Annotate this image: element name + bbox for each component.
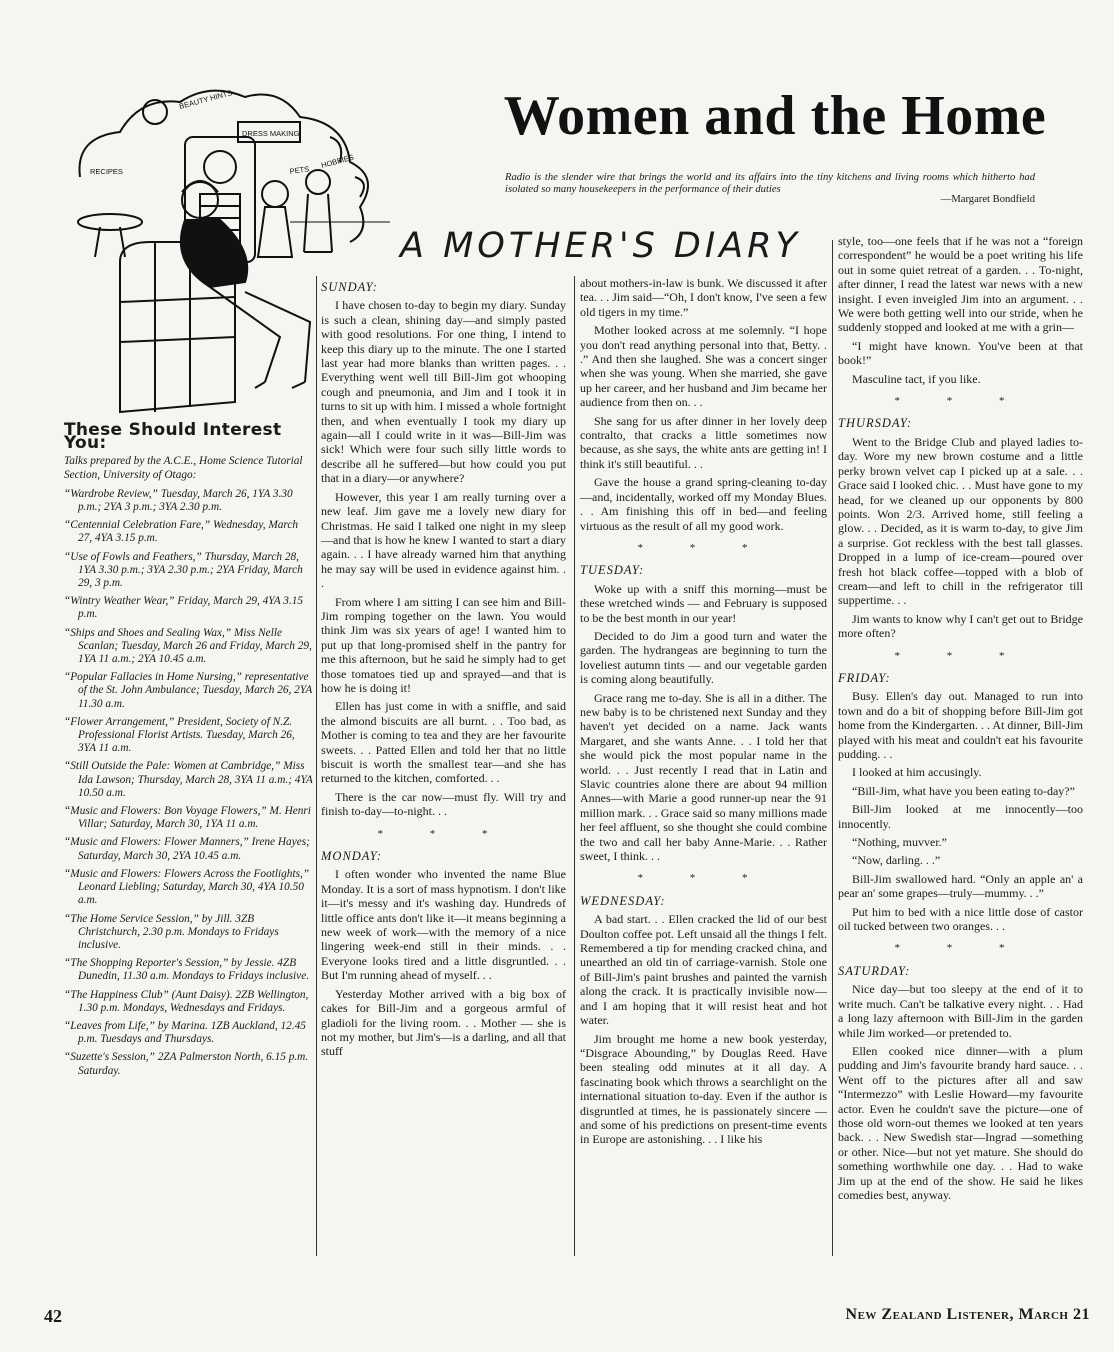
- column-rule: [832, 240, 833, 1256]
- paragraph: Jim brought me home a new book yesterday, “Disgrace Abounding,” by Douglas Reed. Have been stealing odd minutes at it all day. A fascinating book which throws a searchlight on the international situation to-day. Even if the author is disgruntled at times, he is passionately sincere — and some of his predictions on present-time events in Europe are astonishing. . . I like his: [580, 1031, 827, 1147]
- section-divider: * * *: [637, 872, 770, 885]
- illustration-label-dress: DRESS MAKING: [242, 129, 300, 138]
- page-title: Women and the Home: [503, 85, 1047, 147]
- list-item: “Ships and Shoes and Sealing Wax,” Miss Nelle Scanlan; Tuesday, March 26 and Friday, March 29, 1YA 11 a.m.; 2YA 10.45 a.m.: [64, 626, 312, 666]
- list-item: “Wardrobe Review,” Tuesday, March 26, 1YA 3.30 p.m.; 2YA 3 p.m.; 3YA 2.30 p.m.: [64, 487, 293, 514]
- paragraph: Went to the Bridge Club and played ladies to-day. Wore my new brown costume and a little perky brown velvet cap I picked up at a sale. . . Grace said I looked chic. . . Must have gone to my head, for we cleaned up our opponents by 800 points. Won 2/3. Arrived home, still feeling a glow. . . Decided, as it is warm to-day, to give Jim a surprise. Got reckless with the best tall glasses. Dropped in a lump of ice-cream—poured over fresh hot black coffee—topped with a blob of cream—and left to chill in the refrigerator till suppertime. . .: [838, 434, 1083, 608]
- paragraph: Grace rang me to-day. She is all in a dither. The new baby is to be christened next Sunday and they haven't yet decided on a name. Jack wants Margaret, and she wants Anne. . . I told her that she would pick the most popular name in the world. . . Just recently I read that in Latin and Slavic countries alone there are about 94 million Annes—with Marie a good runner-up near the 91 million mark. . . Grace said so many millions made her feel affluent, so she thought she could combine the two and call her baby Anne-Marie. . . Rather sweet, I think. . .: [580, 690, 827, 864]
- paragraph: Bill-Jim looked at me innocently—too innocently.: [838, 802, 1083, 831]
- paragraph: From where I am sitting I can see him and Bill-Jim romping together on the lawn. You would think Jim was six years of age! I wanted him to put up that long-promised shelf in the pantry for me this afternoon, but he said he simply had to get those tomatoes tied up and sprayed—and that is how he is doing it!: [321, 594, 566, 695]
- publication-footer: New Zealand Listener, March 21: [845, 1306, 1090, 1323]
- section-heading-wednesday: WEDNESDAY:: [580, 893, 666, 908]
- paragraph: Put him to bed with a nice little dose of castor oil tucked between two oranges. . .: [838, 904, 1083, 934]
- illustration-label-hobbies: HOBBIES: [320, 152, 355, 170]
- section-heading-saturday: SATURDAY:: [838, 963, 911, 978]
- paragraph: Busy. Ellen's day out. Managed to run into town and do a bit of shopping before Bill-Jim got home from the Kindergarten. . . At dinner, Bill-Jim played with his meat and couldn't eat his favourite pudding. . .: [838, 689, 1083, 761]
- paragraph: style, too—one feels that if he was not a “foreign correspondent” he would be a poet writing his life out in some quiet retreat of a garden. . . To-night, after dinner, I read the latest war news with a new insight. I even inveigled Jim into an argument. . . We were both getting well into our stride, when he suddenly stopped and looked at me with a grin—: [838, 234, 1083, 335]
- paragraph: I looked at him accusingly.: [852, 765, 982, 780]
- paragraph: There is the car now—must fly. Will try and finish to-day—to-night. . .: [321, 789, 566, 819]
- list-item: “Use of Fowls and Feathers,” Thursday, March 28, 1YA 3.30 p.m.; 3YA 2.30 p.m.; 2YA Friday, March 29, 3 p.m.: [64, 550, 303, 590]
- paragraph: “Bill-Jim, what have you been eating to-day?”: [852, 783, 1075, 798]
- paragraph: Jim wants to know why I can't get out to Bridge more often?: [838, 611, 1083, 641]
- list-item: “The Happiness Club” (Aunt Daisy). 2ZB Wellington, 1.30 p.m. Mondays, Wednesdays and Fridays.: [64, 988, 309, 1014]
- radio-talks-sidebar: [64, 420, 314, 1083]
- list-item: “Centennial Celebration Fare,” Wednesday, March 27, 4YA 3.15 p.m.: [64, 519, 299, 545]
- paragraph: “Nothing, muvver.”: [852, 835, 947, 850]
- section-heading-monday: MONDAY:: [321, 849, 383, 864]
- list-item: “Still Outside the Pale: Women at Cambridge,” Miss Ida Lawson; Thursday, March 28, 3YA 11 a.m.; 4YA 10.50 a.m.: [64, 760, 313, 799]
- paragraph: I have chosen to-day to begin my diary. Sunday is such a clean, shining day—and simply pasted with good resolutions. For one thing, I intend to keep this diary up to the minute. The one I started last year had more blanks than written pages. . . Everything went well till Bill-Jim got whooping cough and pneumonia, and Jim and I took it in turns to sit up with him. I missed a whole fortnight then, and when eventually I took my diary up again—all I could write in it was—Bill-Jim was sick! Which were four such silly little words to describe all he suffered—but how could you put that in a diary—or anywhere?: [321, 298, 566, 486]
- paragraph: Yesterday Mother arrived with a big box of cakes for Bill-Jim and a gorgeous armful of gladioli for the living room. . . Mother — she is not my mother, but Jim's—is a darling, and all that stuff: [321, 986, 566, 1059]
- paragraph: about mothers-in-law is bunk. We discussed it after tea. . . Jim said—“Oh, I don't know, I've seen a few old tigers in my time.”: [580, 276, 827, 319]
- paragraph: I often wonder who invented the name Blue Monday. It is a sort of mass hypnotism. I don't like it—it's messy and it's washing day. Hundreds of little office ants don't like it—it means beginning a new week of work—with the memory of a nice lingering week-end still in their minds. . . Everyone looks tired and a little disgruntled. . . But I'm running ahead of myself. . .: [321, 867, 566, 983]
- list-item: “Music and Flowers: Bon Voyage Flowers,” M. Henri Villar; Saturday, March 30, 1YA 11 a.m.: [64, 805, 311, 831]
- list-item: “Leaves from Life,” by Marina. 1ZB Auckland, 12.45 p.m. Tuesdays and Thursdays.: [64, 1019, 306, 1046]
- paragraph: A bad start. . . Ellen cracked the lid of our best Doulton coffee pot. Left unsaid all the things I felt. Remembered a tip for mending cracked china, and unearthed an old tin of carriage-varnish. Stole one of Bill-Jim's paint brushes and painted the varnish along the crack. It is practically invisible now—and I am hoping that it will resist heat and hot water.: [580, 912, 827, 1028]
- paragraph: Nice day—but too sleepy at the end of it to write much. Can't be talkative every night. . . Had a long lazy afternoon with Bill-Jim in the garden while Jim worked—or pretended to.: [838, 982, 1083, 1040]
- paragraph: Masculine tact, if you like.: [852, 371, 981, 386]
- section-divider: * * *: [637, 541, 770, 554]
- illustration-label-beauty: BEAUTY HINTS: [178, 88, 234, 111]
- epigraph-quote: Radio is the slender wire that brings the world and its affairs into the tiny kitchens and living rooms which hitherto had isolated so many housekeepers in the performance of their duties: [505, 172, 1035, 195]
- list-item: “Flower Arrangement,” President, Society of N.Z. Professional Florist Artists. Tuesday, March 26, 3YA 11 a.m.: [64, 715, 295, 755]
- section-heading-sunday: SUNDAY:: [321, 280, 378, 294]
- article-column-1: [321, 276, 566, 1063]
- illustration-label-pets: PETS: [289, 164, 310, 176]
- illustration-label-recipes: RECIPES: [90, 167, 123, 176]
- article-column-3: [838, 234, 1083, 1206]
- sidebar-heading: These Should Interest You:: [64, 420, 282, 454]
- section-divider: * * *: [377, 827, 510, 840]
- paragraph: Decided to do Jim a good turn and water the garden. The hydrangeas are beginning to turn the loveliest autumn tints — and our vegetable garden is coming along beautifully.: [580, 628, 827, 687]
- paragraph: Mother looked across at me solemnly. “I hope you don't read anything personal into that, Betty. . .” And then she laughed. She was a concert singer when she was young. When she married, she gave up her career, and her husband and Jim became her audience from then on. . .: [580, 323, 827, 410]
- paragraph: However, this year I am really turning over a new leaf. Jim gave me a lovely new diary for Christmas. He said I talked one night in my sleep—and that is how he knew I wanted to start a diary again. . . I have already warned him that anything he may say will be used in evidence against him. . .: [321, 489, 566, 591]
- paragraph: She sang for us after dinner in her lovely deep contralto, that cracks a little sometimes now because, as she says, the white ants are getting in! I think it's still beautiful. . .: [580, 413, 827, 471]
- page-number: 42: [44, 1306, 62, 1326]
- article-column-2: [580, 276, 827, 1151]
- paragraph: Bill-Jim swallowed hard. “Only an apple an' a pear an' some grapes—truly—mummy. . .”: [838, 871, 1083, 901]
- list-item: “Wintry Weather Wear,” Friday, March 29, 4YA 3.15 p.m.: [64, 595, 304, 621]
- list-item: “Suzette's Session,” 2ZA Palmerston North, 6.15 p.m. Saturday.: [64, 1051, 309, 1077]
- section-heading-tuesday: TUESDAY:: [580, 563, 645, 578]
- sidebar-intro: Talks prepared by the A.C.E., Home Science Tutorial Section, University of Otago:: [64, 455, 303, 481]
- section-heading-friday: FRIDAY:: [838, 670, 891, 685]
- section-divider: * * *: [894, 649, 1027, 662]
- section-divider: * * *: [894, 942, 1027, 955]
- paragraph: Ellen cooked nice dinner—with a plum pudding and Jim's favourite brandy hard sauce. . . Went off to the pictures after all and saw “Intermezzo” with Leslie Howard—my favourite actor. Even he couldn't save the picture—one of those old worn-out themes we looked at ten years back. . . New Swedish star—Ingrad —something or other. Nice—but not yet mature. She should do something worthwhile one day. . . Had to wake Jim up at the end of the show. He said he likes comedies best, anyway.: [838, 1043, 1083, 1202]
- list-item: “Music and Flowers: Flowers Across the Footlights,” Leonard Liebling; Saturday, March 30, 4YA 10.50 a.m.: [64, 867, 310, 907]
- paragraph: Woke up with a sniff this morning—must be these wretched winds — and February is supposed to be the best month in our year!: [580, 581, 827, 625]
- column-rule: [316, 276, 317, 1256]
- column-rule: [574, 276, 575, 1256]
- list-item: “The Home Service Session,” by Jill. 3ZB Christchurch, 2.30 p.m. Mondays to Fridays inclusive.: [64, 912, 279, 951]
- article-title: A MOTHER'S DIARY: [400, 226, 801, 266]
- paragraph: Ellen has just come in with a sniffle, and said the almond biscuits are all burnt. . . Too bad, as Mother is coming to tea and they are her favourite sweets. . . Patted Ellen and told her that no little biscuit is worth the smallest tear—and she has returned to the kitchen, comforted. . .: [321, 699, 566, 786]
- list-item: “Music and Flowers: Flower Manners,” Irene Hayes; Saturday, March 30, 2YA 10.45 a.m.: [64, 836, 310, 862]
- list-item: “The Shopping Reporter's Session,” by Jessie. 4ZB Dunedin, 11.30 a.m. Mondays to Fridays inclusive.: [64, 957, 310, 983]
- section-heading-thursday: THURSDAY:: [838, 416, 913, 431]
- epigraph-author: —Margaret Bondfield: [940, 194, 1035, 205]
- paragraph: Gave the house a grand spring-cleaning to-day—and, incidentally, worked off my Monday Blues. . . Am finishing this off in bed—and feeling virtuous as the result of all my good work.: [580, 475, 827, 533]
- list-item: “Popular Fallacies in Home Nursing,” representative of the St. John Ambulance; Tuesday, March 26, 2YA 11.30 a.m.: [64, 671, 313, 710]
- section-divider: * * *: [894, 395, 1027, 408]
- paragraph: “I might have known. You've been at that book!”: [838, 338, 1083, 368]
- paragraph: “Now, darling. . .”: [852, 853, 941, 868]
